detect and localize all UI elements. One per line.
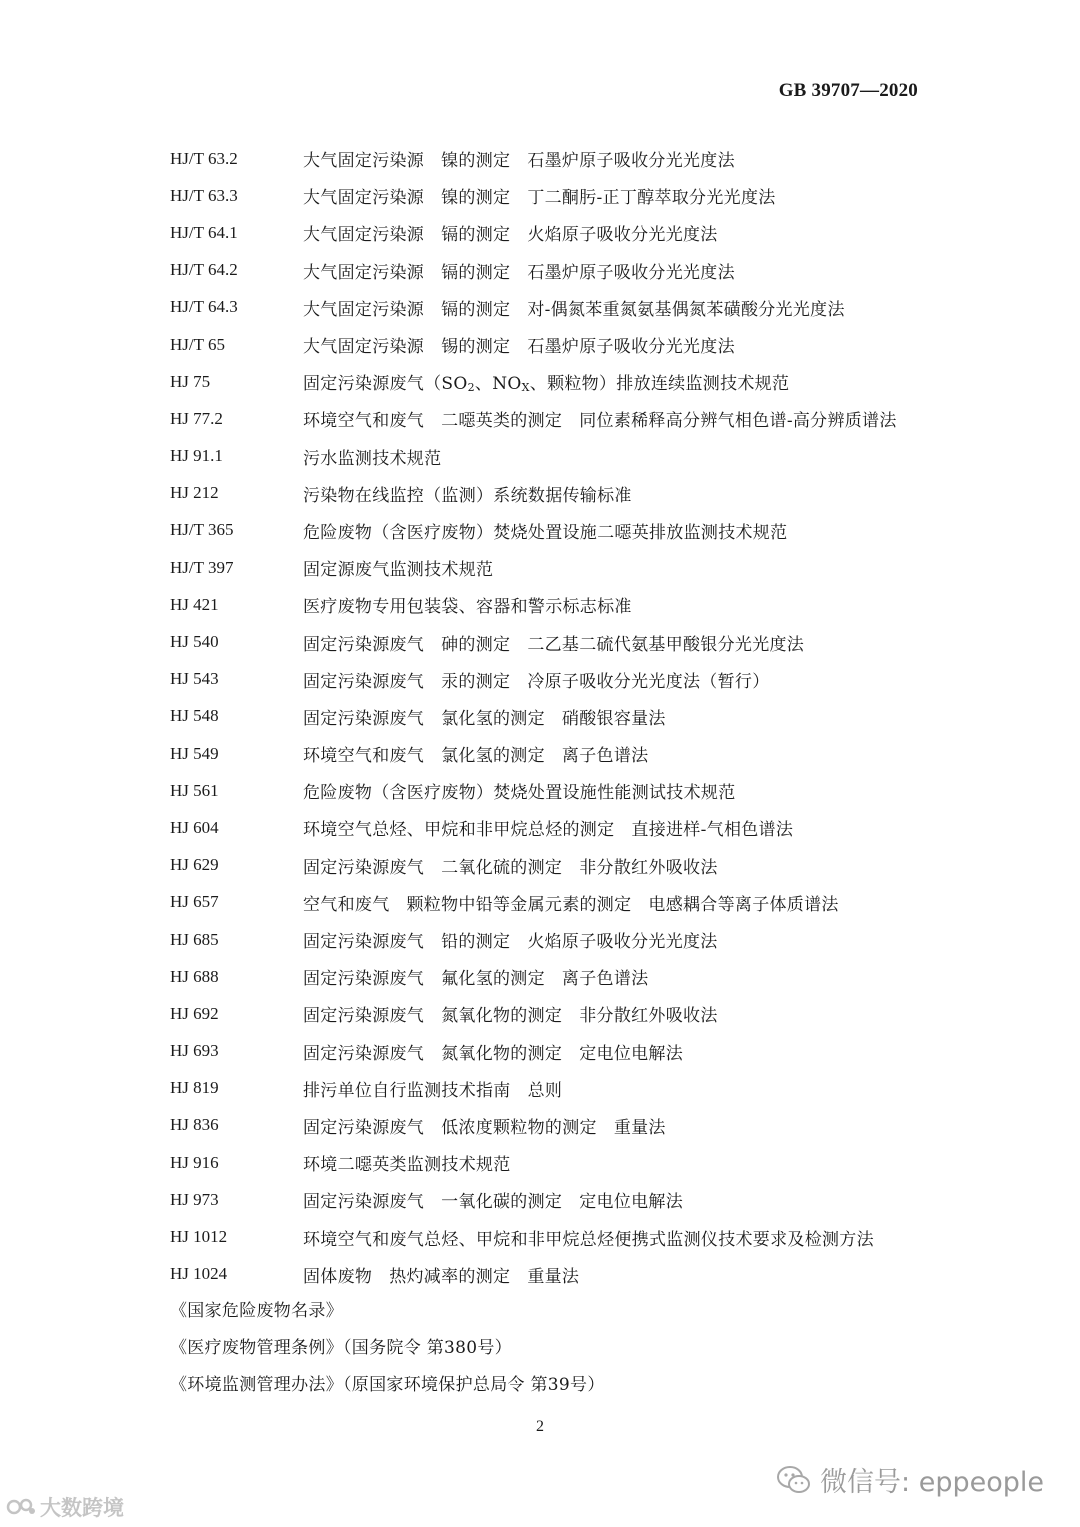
reference-title-part: 大气固定污染源 xyxy=(303,337,425,358)
brand-logo-icon xyxy=(6,1496,36,1518)
reference-title-part: 镉的测定 xyxy=(441,262,511,283)
reference-title-part: 二噁英类的测定 xyxy=(441,411,563,432)
reference-row xyxy=(170,140,930,177)
reference-title-part: 非分散红外吸收法 xyxy=(579,857,718,878)
reference-title-part: 二乙基二硫代氨基甲酸银分光光度法 xyxy=(527,634,805,655)
reference-code: HJ 819 xyxy=(170,1078,219,1098)
regulation-document: 《国家危险废物名录》 xyxy=(170,1301,343,1321)
reference-title-part: 火焰原子吸收分光光度法 xyxy=(527,932,718,953)
reference-title xyxy=(303,890,839,915)
reference-code: HJ 212 xyxy=(170,483,219,503)
reference-title-part: 固定污染源废气 xyxy=(303,634,425,655)
reference-title-part: 固定污染源废气 xyxy=(303,1192,425,1213)
reference-title-part: 氟化氢的测定 xyxy=(441,969,545,990)
reference-title xyxy=(303,778,736,803)
reference-title xyxy=(303,295,845,320)
reference-title-part: 环境二噁英类监测技术规范 xyxy=(303,1155,511,1176)
reference-title-part: 二氧化硫的测定 xyxy=(441,857,563,878)
reference-title-part: 铅的测定 xyxy=(441,932,511,953)
reference-row xyxy=(170,921,930,958)
reference-title xyxy=(303,258,735,283)
reference-code: HJ 1024 xyxy=(170,1264,228,1284)
reference-row xyxy=(170,1256,930,1293)
reference-title-part: 固定污染源废气 xyxy=(303,1117,425,1138)
reference-title-part: 离子色谱法 xyxy=(561,969,649,990)
reference-row xyxy=(170,995,930,1032)
reference-title-part: 直接进样-气相色谱法 xyxy=(631,820,794,841)
reference-title-part: 离子色谱法 xyxy=(561,746,649,767)
reference-title-part: 环境空气和废气 xyxy=(303,411,425,432)
reference-row xyxy=(170,1181,930,1218)
reference-code: HJ/T 63.2 xyxy=(170,148,238,168)
reference-title-part: 颗粒物中铅等金属元素的测定 xyxy=(406,894,632,915)
reference-row xyxy=(170,549,930,586)
reference-row xyxy=(170,289,930,326)
wechat-icon xyxy=(776,1465,812,1495)
reference-title-part: 砷的测定 xyxy=(441,634,511,655)
reference-title xyxy=(303,220,718,245)
reference-title-part: 总则 xyxy=(527,1080,563,1101)
reference-title-part: 非分散红外吸收法 xyxy=(579,1006,718,1027)
reference-title xyxy=(303,1225,874,1250)
reference-row xyxy=(170,1070,930,1107)
reference-title xyxy=(303,146,735,171)
reference-title-part: 重量法 xyxy=(613,1117,666,1138)
reference-title-part: 固定污染源废气 xyxy=(303,932,425,953)
reference-title-part: 大气固定污染源 xyxy=(303,299,425,320)
reference-code: HJ 91.1 xyxy=(170,446,223,466)
reference-title xyxy=(303,481,632,506)
reference-title xyxy=(303,332,735,357)
reference-title xyxy=(303,444,441,469)
reference-code: HJ 77.2 xyxy=(170,408,223,428)
reference-row xyxy=(170,400,930,437)
reference-title-part: 电感耦合等离子体质谱法 xyxy=(648,894,839,915)
reference-title-part: 重量法 xyxy=(527,1266,580,1287)
reference-title xyxy=(303,1187,683,1212)
reference-title-part: 环境空气总烃、甲烷和非甲烷总烃的测定 xyxy=(303,820,615,841)
reference-code: HJ/T 365 xyxy=(170,520,234,540)
reference-code: HJ 75 xyxy=(170,371,211,391)
reference-row xyxy=(170,1218,930,1255)
reference-code: HJ 1012 xyxy=(170,1227,228,1247)
reference-title-part: 固定污染源废气 xyxy=(303,1006,425,1027)
reference-title-part: 镉的测定 xyxy=(441,299,511,320)
wechat-watermark xyxy=(776,1460,1044,1499)
reference-code: HJ 657 xyxy=(170,892,219,912)
reference-title xyxy=(303,1150,511,1175)
reference-title xyxy=(303,815,793,840)
reference-code: HJ 688 xyxy=(170,966,219,986)
reference-title-part: 冷原子吸收分光光度法（暂行） xyxy=(527,671,770,692)
reference-title-part: 固定污染源废气 xyxy=(303,857,425,878)
wechat-watermark-text: 微信号: eppeople xyxy=(820,1467,1044,1498)
reference-code: HJ/T 64.2 xyxy=(170,260,238,280)
reference-code: HJ/T 63.3 xyxy=(170,185,238,205)
reference-title-part: 对-偶氮苯重氮氨基偶氮苯磺酸分光光度法 xyxy=(527,299,845,320)
reference-code: HJ/T 64.3 xyxy=(170,297,238,317)
reference-title-part: 环境空气和废气总烃、甲烷和非甲烷总烃便携式监测仪技术要求及检测方法 xyxy=(303,1229,874,1250)
reference-code: HJ/T 64.1 xyxy=(170,222,238,242)
reference-row xyxy=(170,214,930,251)
reference-row xyxy=(170,438,930,475)
reference-title-part: 镍的测定 xyxy=(441,151,511,172)
reference-title-part: 医疗废物专用包装袋、容器和警示标志标准 xyxy=(303,597,632,618)
reference-title-part: 石墨炉原子吸收分光光度法 xyxy=(527,151,735,172)
regulation-documents-list xyxy=(170,1290,605,1401)
reference-title-part: 危险废物（含医疗废物）焚烧处置设施性能测试技术规范 xyxy=(303,783,736,804)
reference-title-part: 硝酸银容量法 xyxy=(561,708,666,729)
reference-title-part: 环境空气和废气 xyxy=(303,746,425,767)
subscript: X xyxy=(521,381,530,395)
reference-title xyxy=(303,1262,579,1287)
reference-code: HJ 685 xyxy=(170,929,219,949)
reference-row xyxy=(170,847,930,884)
reference-code: HJ 692 xyxy=(170,1003,219,1023)
reference-title-part: 污染物在线监控（监测）系统数据传输标准 xyxy=(303,485,632,506)
reference-title-part: 同位素稀释高分辨气相色谱-高分辨质谱法 xyxy=(579,411,897,432)
reference-title xyxy=(303,592,632,617)
reference-title-part: 固定污染源废气 xyxy=(303,671,425,692)
normative-references-list xyxy=(170,140,930,1293)
reference-title-part: 大气固定污染源 xyxy=(303,262,425,283)
reference-title xyxy=(303,704,666,729)
reference-title xyxy=(303,406,897,431)
reference-title xyxy=(303,1076,562,1101)
reference-title-part: 汞的测定 xyxy=(441,671,511,692)
reference-code: HJ 693 xyxy=(170,1041,219,1061)
reference-title-part: 定电位电解法 xyxy=(579,1043,684,1064)
reference-row xyxy=(170,958,930,995)
reference-title-part: 镉的测定 xyxy=(441,225,511,246)
reference-title-part: 一氧化碳的测定 xyxy=(441,1192,563,1213)
reference-title-part: 锡的测定 xyxy=(441,337,511,358)
reference-title-part: 固体废物 xyxy=(303,1266,373,1287)
brand-watermark xyxy=(6,1492,124,1522)
reference-title xyxy=(303,630,804,655)
reference-title xyxy=(303,853,718,878)
reference-title-part: 固定污染源废气 xyxy=(303,969,425,990)
reference-row xyxy=(170,623,930,660)
reference-row xyxy=(170,252,930,289)
reference-title-part: 固定污染源废气 xyxy=(303,1043,425,1064)
reference-row xyxy=(170,326,930,363)
reference-title-part: 镍的测定 xyxy=(441,188,511,209)
reference-title-part: 固定污染源废气 xyxy=(303,708,425,729)
reference-title-part: 氮氧化物的测定 xyxy=(441,1043,563,1064)
reference-code: HJ 629 xyxy=(170,855,219,875)
page-number: 2 xyxy=(536,1418,544,1435)
reference-row xyxy=(170,698,930,735)
reference-code: HJ 561 xyxy=(170,780,219,800)
reference-title xyxy=(303,1113,666,1138)
reference-title-part: 丁二酮肟-正丁醇萃取分光光度法 xyxy=(527,188,776,209)
reference-title-part: 排污单位自行监测技术指南 xyxy=(303,1080,511,1101)
reference-title-part: 大气固定污染源 xyxy=(303,188,425,209)
reference-title-part: 定电位电解法 xyxy=(579,1192,684,1213)
reference-code: HJ 540 xyxy=(170,632,219,652)
reference-title xyxy=(303,667,770,692)
reference-row xyxy=(170,177,930,214)
subscript: 2 xyxy=(467,381,475,395)
reference-title xyxy=(303,964,648,989)
reference-code: HJ 549 xyxy=(170,743,219,763)
reference-title-part: 石墨炉原子吸收分光光度法 xyxy=(527,262,735,283)
reference-row xyxy=(170,772,930,809)
reference-title xyxy=(303,1001,718,1026)
reference-code: HJ 421 xyxy=(170,594,219,614)
reference-code: HJ/T 397 xyxy=(170,557,234,577)
regulation-document: 《环境监测管理办法》（原国家环境保护总局令 第39号） xyxy=(170,1375,605,1395)
reference-title-part: 固定污染源废气（SO xyxy=(303,374,468,395)
reference-title xyxy=(303,1039,683,1064)
reference-title xyxy=(303,369,789,394)
standard-code: GB 39707—2020 xyxy=(778,80,918,101)
reference-row xyxy=(170,661,930,698)
reference-row xyxy=(170,586,930,623)
reference-code: HJ 973 xyxy=(170,1189,219,1209)
reference-row xyxy=(170,735,930,772)
reference-title-part: 氯化氢的测定 xyxy=(441,746,545,767)
reference-row xyxy=(170,363,930,400)
reference-code: HJ 836 xyxy=(170,1115,219,1135)
reference-title-part: 大气固定污染源 xyxy=(303,225,425,246)
reference-code: HJ 548 xyxy=(170,706,219,726)
reference-code: HJ 916 xyxy=(170,1152,219,1172)
reference-title-part: 低浓度颗粒物的测定 xyxy=(441,1117,597,1138)
brand-watermark-text: 大数跨境 xyxy=(40,1496,124,1520)
reference-title-part: 石墨炉原子吸收分光光度法 xyxy=(527,337,735,358)
reference-title xyxy=(303,518,787,543)
reference-row xyxy=(170,1107,930,1144)
reference-row xyxy=(170,475,930,512)
reference-title-part: 危险废物（含医疗废物）焚烧处置设施二噁英排放监测技术规范 xyxy=(303,522,788,543)
reference-title-part: 、NO xyxy=(474,374,522,395)
reference-row xyxy=(170,1144,930,1181)
regulation-document: 《医疗废物管理条例》（国务院令 第380号） xyxy=(170,1338,512,1358)
reference-row xyxy=(170,884,930,921)
reference-title xyxy=(303,927,718,952)
reference-title-part: 大气固定污染源 xyxy=(303,151,425,172)
reference-title-part: 固定源废气监测技术规范 xyxy=(303,560,494,581)
reference-row xyxy=(170,809,930,846)
reference-title xyxy=(303,741,648,766)
reference-title-part: 氯化氢的测定 xyxy=(441,708,545,729)
reference-title-part: 污水监测技术规范 xyxy=(303,448,442,469)
reference-title xyxy=(303,555,493,580)
reference-title-part: 热灼减率的测定 xyxy=(389,1266,511,1287)
reference-title-part: 氮氧化物的测定 xyxy=(441,1006,563,1027)
reference-title xyxy=(303,183,776,208)
reference-row xyxy=(170,1033,930,1070)
reference-row xyxy=(170,512,930,549)
reference-title-part: 、颗粒物）排放连续监测技术规范 xyxy=(529,374,790,395)
reference-title-part: 空气和废气 xyxy=(303,894,390,915)
reference-code: HJ/T 65 xyxy=(170,334,225,354)
reference-code: HJ 543 xyxy=(170,669,219,689)
reference-title-part: 火焰原子吸收分光光度法 xyxy=(527,225,718,246)
reference-code: HJ 604 xyxy=(170,817,219,837)
